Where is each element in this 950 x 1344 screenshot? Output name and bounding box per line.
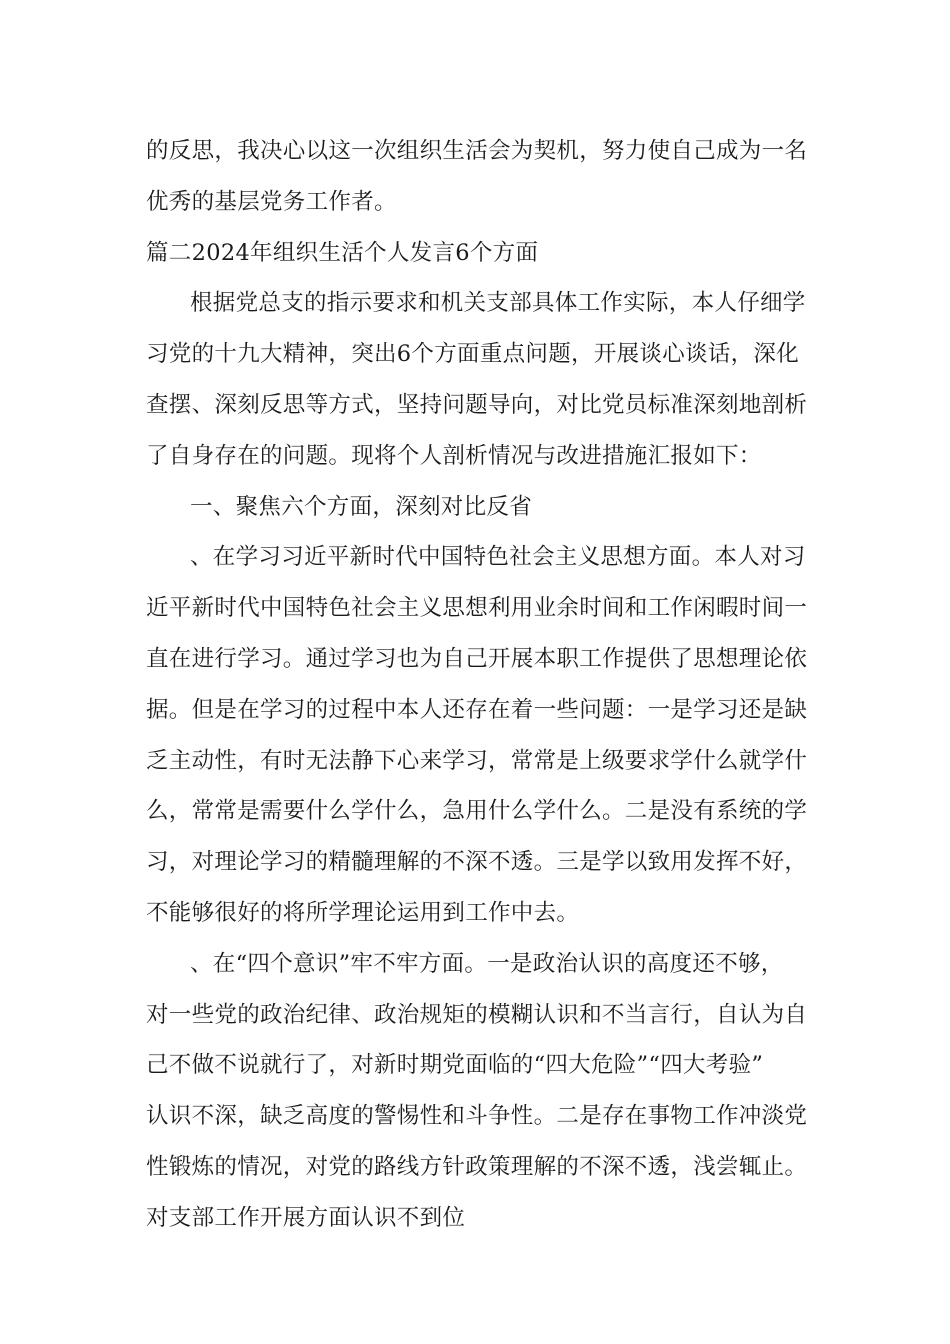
paragraph-line: 的反思，我决心以这一次组织生活会为契机，努力使自己成为一名	[146, 138, 808, 164]
paragraph-line: 近平新时代中国特色社会主义思想利用业余时间和工作闲暇时间一	[146, 595, 808, 622]
paragraph-line: 么，常常是需要什么学什么，急用什么学什么。二是没有系统的学	[146, 798, 808, 825]
section-heading: 篇二2024年组织生活个人发言6个方面	[146, 239, 539, 266]
paragraph-line: 对支部工作开展方面认识不到位	[146, 1204, 466, 1231]
paragraph-line: 、在“四个意识”牢不牢方面。一是政治认识的高度还不够，	[190, 950, 784, 977]
paragraph-line: 、在学习习近平新时代中国特色社会主义思想方面。本人对习	[190, 544, 806, 571]
paragraph-line: 习党的十九大精神，突出6个方面重点问题，开展谈心谈话，深化	[146, 341, 800, 368]
paragraph-line: 对一些党的政治纪律、政治规矩的模糊认识和不当言行，自认为自	[146, 1001, 808, 1028]
paragraph-line: 了自身存在的问题。现将个人剖析情况与改进措施汇报如下：	[146, 442, 762, 469]
paragraph-line: 己不做不说就行了，对新时期党面临的“四大危险”“四大考验”	[146, 1052, 764, 1079]
document-body	[146, 126, 818, 1244]
paragraph-line: 一、聚焦六个方面，深刻对比反省	[190, 493, 533, 520]
paragraph-line: 查摆、深刻反思等方式，坚持问题导向，对比党员标准深刻地剖析	[146, 391, 808, 418]
paragraph-line: 据。但是在学习的过程中本人还存在着一些问题：一是学习还是缺	[146, 696, 808, 723]
paragraph-line: 认识不深，缺乏高度的警惕性和斗争性。二是存在事物工作冲淡党	[146, 1103, 808, 1130]
paragraph-line: 优秀的基层党务工作者。	[146, 188, 397, 215]
paragraph-line: 不能够很好的将所学理论运用到工作中去。	[146, 899, 580, 926]
paragraph-line: 乏主动性，有时无法静下心来学习，常常是上级要求学什么就学什	[146, 747, 808, 774]
paragraph-line: 性锻炼的情况，对党的路线方针政策理解的不深不透，浅尝辄止。	[146, 1153, 808, 1180]
paragraph-line: 习，对理论学习的精髓理解的不深不透。三是学以致用发挥不好，	[146, 849, 808, 876]
paragraph-line: 根据党总支的指示要求和机关支部具体工作实际，本人仔细学	[190, 290, 806, 317]
paragraph-line: 直在进行学习。通过学习也为自己开展本职工作提供了思想理论依	[146, 645, 808, 672]
